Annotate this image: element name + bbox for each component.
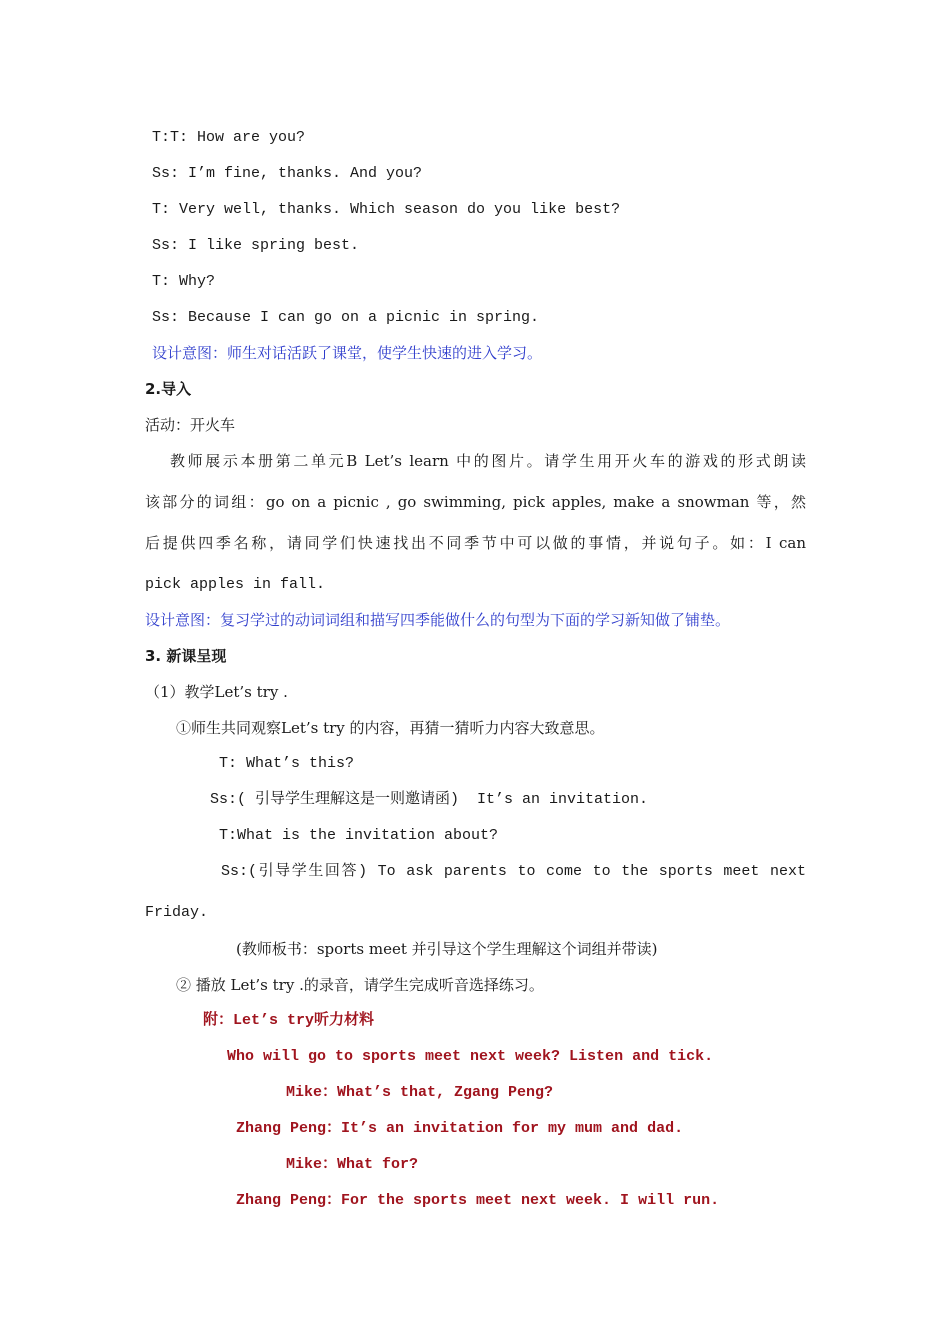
qa-line: Friday. [145,904,209,921]
qa-line: T:What is the invitation about? [219,827,499,844]
activity-label: 活动：开火车 [145,416,236,434]
listening-line: Mike：What for? [286,1156,419,1173]
appendix-title: 附：Let’s try听力材料 [203,1012,375,1029]
listening-line: Zhang Peng：It’s an invitation for my mum and dad. [236,1120,684,1137]
dialogue-line-4: Ss: I like spring best. [152,237,360,254]
listening-line: Zhang Peng：For the sports meet next week. I will run. [236,1192,720,1209]
qa-line: T: What’s this? [219,755,355,772]
section-heading: 2.导入 [145,380,192,398]
dialogue-line-1: T:T: How are you? [152,129,306,146]
design-intent-note: 设计意图：复习学过的动词词组和描写四季能做什么的句型为下面的学习新知做了铺垫。 [145,611,731,629]
listening-line: Mike：What’s that, Zgang Peng? [286,1084,554,1101]
design-intent-note: 设计意图：师生对话活跃了课堂，使学生快速的进入学习。 [152,344,543,362]
subsection-heading: （1）教学Let’s try . [145,683,288,701]
paragraph-line: 该部分的词组：go on a picnic , go swimming, pick apples, make a snowman 等，然 [145,493,806,511]
listening-line: Who will go to sports meet next week? Listen and tick. [227,1048,714,1065]
dialogue-line-2: Ss: I’m fine, thanks. And you? [152,165,423,182]
qa-line: Ss:(引导学生回答) To ask parents to come to the sports meet next [221,863,806,880]
qa-line: Ss:( 引导学生理解这是一则邀请函) It’s an invitation. [210,791,649,808]
paragraph-line: 教师展示本册第二单元B Let’s learn 中的图片。请学生用开火车的游戏的形式朗读 [170,452,806,470]
paragraph-line: pick apples in fall. [145,576,326,593]
section-heading: 3. 新课呈现 [145,647,227,665]
step-line: ①师生共同观察Let’s try 的内容，再猜一猜听力内容大致意思。 [176,719,605,737]
step-line: ② 播放 Let’s try .的录音，请学生完成听音选择练习。 [176,976,544,994]
dialogue-line-6: Ss: Because I can go on a picnic in spring. [152,309,540,326]
dialogue-line-5: T: Why? [152,273,216,290]
dialogue-line-3: T: Very well, thanks. Which season do you like best? [152,201,621,218]
paragraph-line: 后提供四季名称，请同学们快速找出不同季节中可以做的事情，并说句子。如：I can [145,534,806,552]
board-note: (教师板书：sports meet 并引导这个学生理解这个词组并带读) [236,940,658,958]
